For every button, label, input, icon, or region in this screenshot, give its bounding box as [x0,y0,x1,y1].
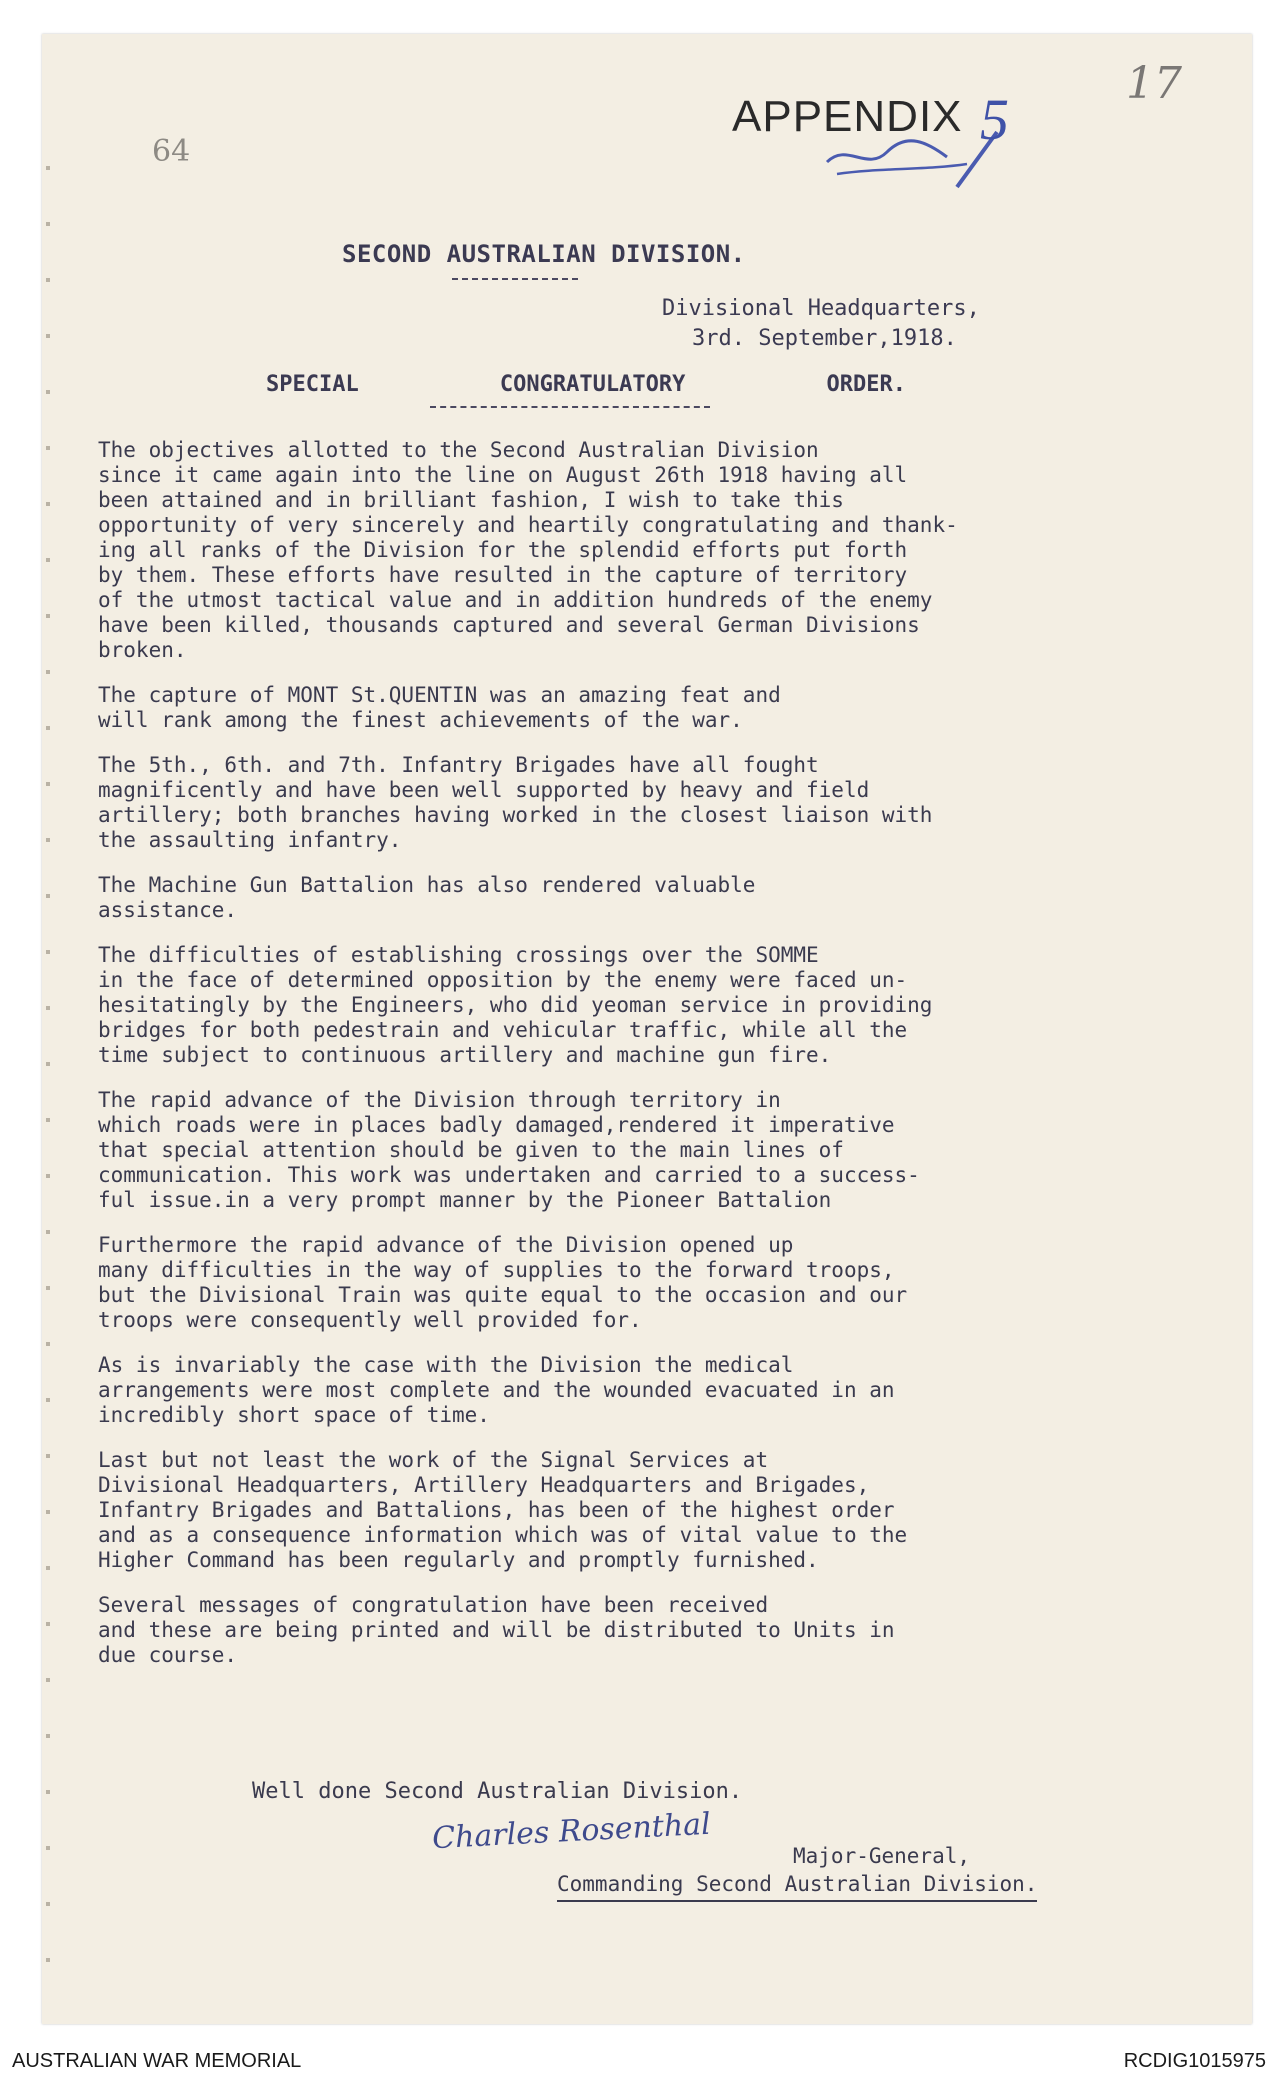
corner-folio-number: 17 [1126,58,1182,109]
paragraph: The 5th., 6th. and 7th. Infantry Brigades have all fought magnificently and have been well supported by heavy and field artillery; both branches having worked in the closest liaison with the assaulting infantry. [98,753,933,852]
order-title-word: ORDER. [826,372,906,397]
paragraph: The difficulties of establishing crossings over the SOMME in the face of determined opposition by the enemy were faced un- hesitatingly by the Engineers, who did yeoman service in providing bridges for both pedestrain and vehicular traffic, while all the time subject to continuous artillery and machine gun fire. [98,943,933,1067]
appendix-number: 5 [980,87,1009,152]
paragraph: The capture of MONT St.QUENTIN was an amazing feat and will rank among the finest achievements of the war. [98,683,781,732]
paragraph: Several messages of congratulation have been received and these are being printed and will be distributed to Units in due course. [98,1593,895,1667]
footer-source: AUSTRALIAN WAR MEMORIAL [12,2050,302,2072]
date-line: 3rd. September,1918. [692,326,957,351]
paragraph: The objectives allotted to the Second Australian Division since it came again into the line on August 26th 1918 having all been attained and in brilliant fashion, I wish to take this opportunity of very sincerely and heartily congratulating and thank- ing all ranks of the Division for the splendid efforts put forth by them. These efforts have resulted in the capture of territory of the utmost tactical value and in addition hundreds of the enemy have been killed, thousands captured and several German Divisions broken. [98,438,958,662]
paragraph: As is invariably the case with the Division the medical arrangements were most complete and the wounded evacuated in an incredibly short space of time. [98,1353,895,1427]
division-heading: SECOND AUSTRALIAN DIVISION. [342,240,746,268]
handwritten-signature: Charles Rosenthal [431,1806,712,1857]
footer-record-id: RCDIG1015975 [1123,2050,1266,2072]
rank-line: Major-General, [793,1844,971,1868]
order-title-word: CONGRATULATORY [499,372,686,397]
pencil-page-number: 64 [152,134,191,169]
headquarters-block [662,294,980,354]
closing-line: Well done Second Australian Division. [252,1779,743,1804]
order-body [98,438,1108,1688]
command-line: Commanding Second Australian Division. [557,1870,1037,1902]
heading-underline [452,278,578,280]
order-title-underline [430,406,710,408]
paragraph: The rapid advance of the Division through territory in which roads were in places badly damaged,rendered it imperative that special attention should be given to the main lines of communication. This work was undertaken and carried to a success- ful issue.in a very prompt manner by the Pioneer Battalion [98,1088,920,1212]
paragraph: The Machine Gun Battalion has also rendered valuable assistance. [98,873,756,922]
punch-hole-margin [46,114,50,1994]
paragraph: Last but not least the work of the Signal Services at Divisional Headquarters, Artillery Headquarters and Brigades, Infantry Brigades and Battalions, has been of the highest order and as a consequence information which was of vital value to the Higher Command has been regularly and promptly furnished. [98,1448,908,1572]
order-title-word: SPECIAL [266,372,359,397]
signature-block [557,1842,1037,1902]
order-title [266,372,906,397]
document-sheet [42,34,1252,2024]
paragraph: Furthermore the rapid advance of the Division opened up many difficulties in the way of supplies to the forward troops, but the Divisional Train was quite equal to the occasion and our troops were consequently well provided for. [98,1233,908,1332]
appendix-label: APPENDIX [732,92,963,141]
headquarters-line: Divisional Headquarters, [662,296,980,321]
